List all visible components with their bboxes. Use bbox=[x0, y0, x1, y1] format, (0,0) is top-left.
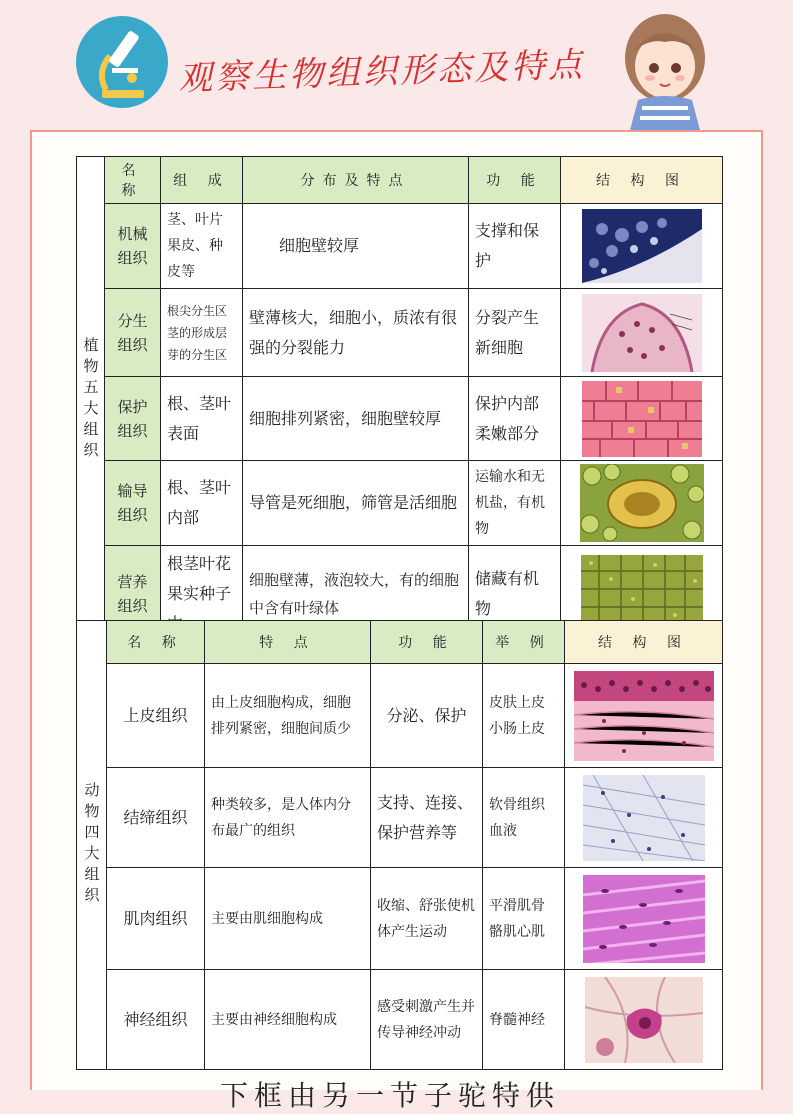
tissue-feature: 由上皮细胞构成，细胞排列紧密，细胞间质少 bbox=[205, 664, 371, 768]
tissue-feature: 细胞排列紧密，细胞壁较厚 bbox=[243, 377, 469, 461]
footer-caption: 下框由另一节子驼特供 bbox=[220, 1079, 561, 1112]
table-row bbox=[77, 664, 723, 768]
vascular-bundle-micrograph bbox=[561, 461, 723, 546]
tissue-feature: 种类较多，是人体内分布最广的组织 bbox=[205, 768, 371, 868]
animal-table-header bbox=[77, 621, 723, 664]
animal-header-example: 举 例 bbox=[483, 621, 565, 664]
tissue-feature: 主要由神经细胞构成 bbox=[205, 970, 371, 1070]
tissue-function: 收缩、舒张使机体产生运动 bbox=[371, 868, 483, 970]
tissue-location: 根尖分生区茎的形成层芽的分生区 bbox=[161, 289, 243, 377]
plant-header-image: 结 构 图 bbox=[561, 157, 723, 204]
tissue-function: 支持、连接、保护营养等 bbox=[371, 768, 483, 868]
animal-tissue-table bbox=[76, 620, 723, 1070]
animal-side-label: 动物四大组织 bbox=[77, 621, 107, 1070]
epidermis-micrograph bbox=[561, 377, 723, 461]
tissue-feature: 细胞壁薄，液泡较大，有的细胞中含有叶绿体 bbox=[243, 546, 469, 643]
table-row bbox=[77, 970, 723, 1070]
animal-header-function: 功 能 bbox=[371, 621, 483, 664]
tissue-name: 肌肉组织 bbox=[107, 868, 205, 970]
plant-header-name: 名称 bbox=[105, 157, 161, 204]
microscope-icon bbox=[72, 12, 172, 112]
epithelial-micrograph bbox=[565, 664, 723, 768]
meristem-micrograph bbox=[561, 289, 723, 377]
plant-side-label: 植物五大组织 bbox=[77, 157, 105, 643]
muscle-micrograph bbox=[565, 868, 723, 970]
tissue-function: 分泌、保护 bbox=[371, 664, 483, 768]
tissue-example: 软骨组织血液 bbox=[483, 768, 565, 868]
tissue-name: 输导组织 bbox=[105, 461, 161, 546]
plant-header-function: 功 能 bbox=[469, 157, 561, 204]
tissue-example: 平滑肌骨骼肌心肌 bbox=[483, 868, 565, 970]
plant-table-header bbox=[77, 157, 723, 204]
tissue-location: 根茎叶花果实种子 bbox=[161, 546, 243, 643]
tissue-feature: 细胞壁较厚 bbox=[243, 204, 469, 289]
tissue-name: 上皮组织 bbox=[107, 664, 205, 768]
girl-illustration-icon bbox=[610, 8, 720, 130]
tissue-name: 分生组织 bbox=[105, 289, 161, 377]
tissue-location: 根、茎叶内部 bbox=[161, 461, 243, 546]
table-row bbox=[77, 768, 723, 868]
tissue-feature: 导管是死细胞，筛管是活细胞 bbox=[243, 461, 469, 546]
nerve-micrograph bbox=[565, 970, 723, 1070]
tissue-name: 结缔组织 bbox=[107, 768, 205, 868]
plant-tissue-table bbox=[76, 156, 723, 643]
connective-micrograph bbox=[565, 768, 723, 868]
tissue-name: 神经组织 bbox=[107, 970, 205, 1070]
table-row bbox=[77, 868, 723, 970]
tissue-name: 营养组织 bbox=[105, 546, 161, 643]
table-row bbox=[77, 289, 723, 377]
animal-header-image: 结 构 图 bbox=[565, 621, 723, 664]
mechanical-tissue-micrograph bbox=[561, 204, 723, 289]
page-header bbox=[0, 0, 793, 130]
tissue-function: 感受刺激产生并传导神经冲动 bbox=[371, 970, 483, 1070]
tissue-feature: 壁薄核大，细胞小，质浓有很强的分裂能力 bbox=[243, 289, 469, 377]
tissue-name: 机械组织 bbox=[105, 204, 161, 289]
page-title: 观察生物组织形态及特点 bbox=[177, 44, 586, 100]
tissue-function: 分裂产生新细胞 bbox=[469, 289, 561, 377]
animal-header-feature: 特 点 bbox=[205, 621, 371, 664]
table-row bbox=[77, 204, 723, 289]
tissue-function: 储藏有机物 bbox=[469, 546, 561, 643]
tissue-location: 根、茎叶表面 bbox=[161, 377, 243, 461]
tissue-function: 支撑和保护 bbox=[469, 204, 561, 289]
plant-header-feature: 分布及特点 bbox=[243, 157, 469, 204]
tissue-function: 保护内部柔嫩部分 bbox=[469, 377, 561, 461]
plant-header-location: 组 成 bbox=[161, 157, 243, 204]
tissue-example: 脊髓神经 bbox=[483, 970, 565, 1070]
tissue-feature: 主要由肌细胞构成 bbox=[205, 868, 371, 970]
tissue-function: 运输水和无机盐，有机物 bbox=[469, 461, 561, 546]
table-row bbox=[77, 461, 723, 546]
tissue-example: 皮肤上皮小肠上皮 bbox=[483, 664, 565, 768]
animal-header-name: 名 称 bbox=[107, 621, 205, 664]
tissue-location: 茎、叶片果皮、种皮等 bbox=[161, 204, 243, 289]
table-row bbox=[77, 377, 723, 461]
tissue-name: 保护组织 bbox=[105, 377, 161, 461]
